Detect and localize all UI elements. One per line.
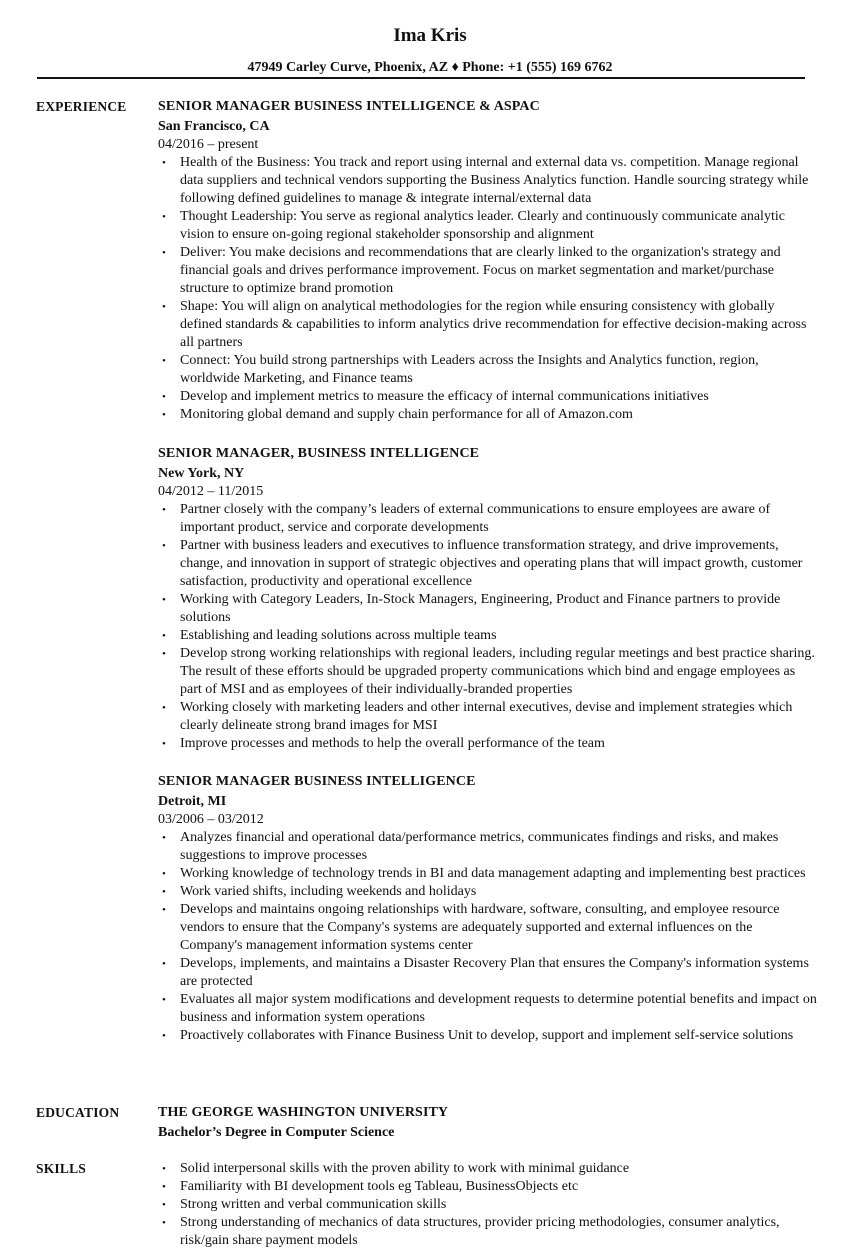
candidate-name: Ima Kris [393,25,467,46]
bullet-icon: • [162,157,166,169]
job-dates: 04/2012 – 11/2015 [158,484,264,499]
bullet-text: Develops, implements, and maintains a Disaster Recovery Plan that ensures the Company's information systems are protected [180,956,809,989]
bullet-text: Develop strong working relationships with regional leaders, including regular meetings and best practice sharing. The result of these efforts should be upgraded property communications which bind and engage employees as part of MSI and as employees of their individually-branded properties [180,646,815,697]
job-entry [158,773,818,1045]
job-bullets [158,829,818,1045]
bullet-text: Evaluates all major system modifications and development requests to determine potential benefits and impact on business and information system operations [180,992,817,1025]
job-title: SENIOR MANAGER BUSINESS INTELLIGENCE [158,774,476,789]
job-dates: 03/2006 – 03/2012 [158,812,264,827]
list-item [158,1027,818,1045]
bullet-icon: • [162,630,166,642]
bullet-icon: • [162,391,166,403]
job-bullets [158,501,818,753]
job-entry [158,445,818,753]
job-entry [158,98,818,424]
list-item [158,208,818,244]
skill-text: Strong written and verbal communication skills [180,1197,447,1212]
skill-text: Familiarity with BI development tools eg Tableau, BusinessObjects etc [180,1179,579,1194]
bullet-icon: • [162,409,166,421]
bullet-text: Work varied shifts, including weekends and holidays [180,884,477,899]
list-item [158,735,818,753]
bullet-icon: • [162,1181,166,1193]
bullet-icon: • [162,832,166,844]
skill-text: Strong understanding of mechanics of data structures, provider pricing methodologies, consumer analytics, risk/gain share payment models [180,1215,780,1248]
bullet-text: Working closely with marketing leaders and other internal executives, devise and implement strategies which clearly delineate strong brand images for MSI [180,700,793,733]
bullet-icon: • [162,247,166,259]
bullet-text: Partner closely with the company’s leaders of external communications to ensure employees are aware of important product, service and corporate developments [180,502,771,535]
list-item [158,645,818,699]
bullet-text: Partner with business leaders and executives to influence transformation strategy, and drive improvements, change, and innovation in support of strategic objectives and operating plans that will impact growth, customer satisfaction, productivity and operational excellence [180,538,803,589]
job-title: SENIOR MANAGER, BUSINESS INTELLIGENCE [158,446,480,461]
bullet-text: Develop and implement metrics to measure the efficacy of internal communications initiatives [180,389,709,404]
bullet-icon: • [162,1199,166,1211]
bullet-text: Proactively collaborates with Finance Business Unit to develop, support and implement self-service solutions [180,1028,794,1043]
list-item [158,1178,818,1196]
list-item [158,829,818,865]
bullet-text: Thought Leadership: You serve as regional analytics leader. Clearly and continuously communicate analytic vision to ensure on-going regional stakeholder sponsorship and alignment [180,209,785,242]
bullet-icon: • [162,211,166,223]
education-entry [158,1103,818,1143]
skills-section-label: SKILLS [36,1161,86,1176]
list-item [158,501,818,537]
list-item [158,406,818,424]
list-item [158,537,818,591]
list-item [158,298,818,352]
bullet-icon: • [162,648,166,660]
bullet-icon: • [162,904,166,916]
list-item [158,244,818,298]
bullet-text: Analyzes financial and operational data/performance metrics, communicates findings and risks, and makes suggestions to improve processes [180,830,779,863]
list-item [158,627,818,645]
list-item [158,388,818,406]
bullet-icon: • [162,540,166,552]
bullet-icon: • [162,355,166,367]
job-location: New York, NY [158,466,245,481]
bullet-icon: • [162,994,166,1006]
degree-name: Bachelor’s Degree in Computer Science [158,1125,395,1140]
list-item [158,901,818,955]
bullet-icon: • [162,594,166,606]
bullet-icon: • [162,504,166,516]
bullet-text: Improve processes and methods to help the overall performance of the team [180,736,605,751]
bullet-icon: • [162,1217,166,1229]
skill-text: Solid interpersonal skills with the proven ability to work with minimal guidance [180,1161,630,1176]
list-item [158,591,818,627]
bullet-text: Monitoring global demand and supply chain performance for all of Amazon.com [180,407,633,422]
list-item [158,883,818,901]
job-bullets [158,154,818,424]
bullet-text: Working with Category Leaders, In-Stock Managers, Engineering, Product and Finance partners to provide solutions [180,592,781,625]
skills-list [158,1160,818,1250]
bullet-icon: • [162,1030,166,1042]
education-section-label: EDUCATION [36,1105,120,1120]
list-item [158,1214,818,1250]
bullet-text: Connect: You build strong partnerships with Leaders across the Insights and Analytics function, region, worldwide Marketing, and Finance teams [180,353,759,386]
list-item [158,352,818,388]
header-divider [37,77,805,79]
bullet-icon: • [162,958,166,970]
bullet-text: Working knowledge of technology trends in BI and data management adapting and implementing best practices [180,866,806,881]
school-name: THE GEORGE WASHINGTON UNIVERSITY [158,1105,449,1120]
list-item [158,1196,818,1214]
bullet-text: Deliver: You make decisions and recommendations that are clearly linked to the organization's strategy and financial goals and drives performance improvement. Focus on market segmentation and market/purchase structure to optimize brand promotion [180,245,781,296]
bullet-text: Establishing and leading solutions across multiple teams [180,628,497,643]
list-item [158,991,818,1027]
contact-line: 47949 Carley Curve, Phoenix, AZ ♦ Phone: +1 (555) 169 6762 [247,60,613,75]
skills-entry [158,1160,818,1250]
job-dates: 04/2016 – present [158,137,259,152]
list-item [158,865,818,883]
bullet-text: Develops and maintains ongoing relationships with hardware, software, consulting, and employee resource vendors to ensure that the Company's systems are adequately supported and external influences on the Company's management information systems center [180,902,780,953]
bullet-text: Shape: You will align on analytical methodologies for the region while ensuring consistency with globally defined standards & capabilities to inform analytics drive recommendation for effective decision-making across all partners [180,299,807,350]
bullet-icon: • [162,738,166,750]
list-item [158,154,818,208]
list-item [158,699,818,735]
list-item [158,955,818,991]
job-title: SENIOR MANAGER BUSINESS INTELLIGENCE & ASPAC [158,99,540,114]
bullet-icon: • [162,1163,166,1175]
experience-section-label: EXPERIENCE [36,99,127,114]
bullet-icon: • [162,301,166,313]
bullet-icon: • [162,868,166,880]
job-location: San Francisco, CA [158,119,270,134]
list-item [158,1160,818,1178]
bullet-text: Health of the Business: You track and report using internal and external data vs. competition. Manage regional data suppliers and technical vendors supporting the Business Analytics function. Handle sourcing strategy while following defined guidelines to manage & integrate internal/external data [180,155,809,206]
job-location: Detroit, MI [158,794,227,809]
bullet-icon: • [162,702,166,714]
bullet-icon: • [162,886,166,898]
